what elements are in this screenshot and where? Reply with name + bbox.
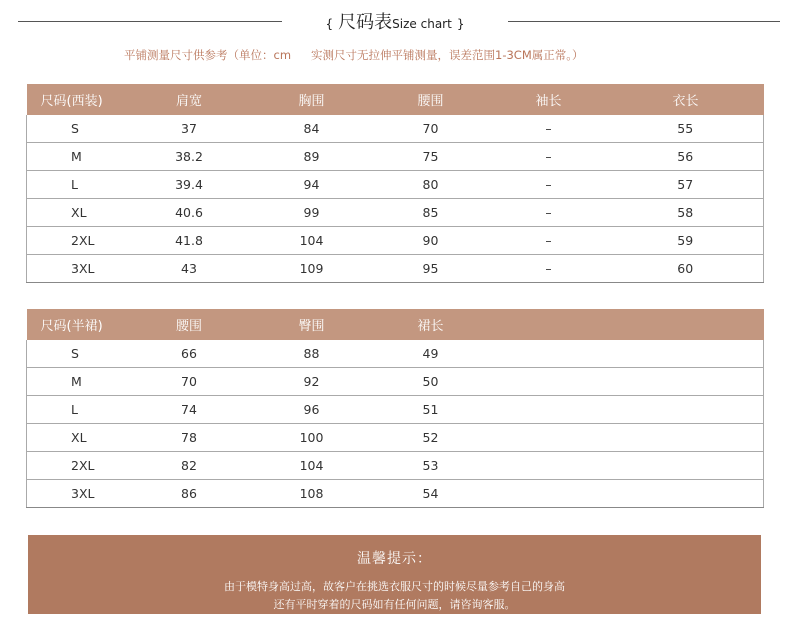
table-cell: 3XL	[27, 255, 127, 283]
suit-header-size: 尺码(西装)	[27, 84, 127, 115]
skirt-header-empty	[490, 309, 608, 340]
table-cell: 56	[608, 143, 764, 171]
table-cell: M	[27, 368, 127, 396]
table-cell: 108	[252, 480, 372, 508]
table-row	[27, 199, 764, 227]
skirt-header-size: 尺码(半裙)	[27, 309, 127, 340]
table-cell: 70	[127, 368, 252, 396]
table-cell: 49	[372, 340, 490, 368]
tips-line-2: 还有平时穿着的尺码如有任何问题，请咨询客服。	[273, 598, 516, 611]
table-cell: 109	[252, 255, 372, 283]
table-cell: 2XL	[27, 227, 127, 255]
table-cell: 2XL	[27, 452, 127, 480]
table-cell: XL	[27, 199, 127, 227]
table-cell: 88	[252, 340, 372, 368]
note-right: 实测尺寸无拉伸平铺测量，误差范围1-3CM属正常。）	[311, 48, 584, 62]
tips-line-1: 由于模特身高过高，故客户在挑选衣服尺寸的时候尽量参考自己的身高	[224, 580, 565, 593]
table-cell: –	[490, 199, 608, 227]
table-cell: 99	[252, 199, 372, 227]
table-cell: 57	[608, 171, 764, 199]
table-cell: 51	[372, 396, 490, 424]
table-cell: 96	[252, 396, 372, 424]
tips-title: 温馨提示：	[357, 551, 432, 567]
table-cell: 41.8	[127, 227, 252, 255]
table-cell	[608, 396, 764, 424]
tips-banner	[28, 535, 761, 614]
suit-header-sleeve: 袖长	[490, 84, 608, 115]
measurement-note	[124, 47, 584, 63]
table-cell: 52	[372, 424, 490, 452]
skirt-header-hip: 臀围	[252, 309, 372, 340]
table-cell: 80	[372, 171, 490, 199]
table-cell: 39.4	[127, 171, 252, 199]
table-cell: L	[27, 171, 127, 199]
table-cell: –	[490, 255, 608, 283]
table-cell: –	[490, 115, 608, 143]
table-cell: 50	[372, 368, 490, 396]
table-row	[27, 255, 764, 283]
table-cell: –	[490, 171, 608, 199]
skirt-header-empty	[608, 309, 764, 340]
table-cell: 43	[127, 255, 252, 283]
table-cell: 90	[372, 227, 490, 255]
table-cell: 38.2	[127, 143, 252, 171]
table-cell: 75	[372, 143, 490, 171]
skirt-header-length: 裙长	[372, 309, 490, 340]
table-cell: S	[27, 340, 127, 368]
suit-header-length: 衣长	[608, 84, 764, 115]
table-cell: 59	[608, 227, 764, 255]
table-cell: L	[27, 396, 127, 424]
table-cell: 78	[127, 424, 252, 452]
table-cell: –	[490, 143, 608, 171]
title-cn: 尺码表	[338, 12, 393, 33]
table-row	[27, 171, 764, 199]
table-cell: 100	[252, 424, 372, 452]
table-cell: 3XL	[27, 480, 127, 508]
table-cell	[490, 396, 608, 424]
size-chart-title	[0, 8, 790, 34]
table-cell	[608, 340, 764, 368]
table-cell: –	[490, 227, 608, 255]
table-cell	[608, 452, 764, 480]
skirt-table-header	[27, 309, 764, 340]
suit-header-shoulder: 肩宽	[127, 84, 252, 115]
table-cell: 104	[252, 452, 372, 480]
table-cell: 94	[252, 171, 372, 199]
table-cell: 70	[372, 115, 490, 143]
table-cell: 37	[127, 115, 252, 143]
suit-table-header	[27, 84, 764, 115]
table-cell: 82	[127, 452, 252, 480]
table-cell: 74	[127, 396, 252, 424]
suit-size-table	[26, 84, 764, 283]
table-cell	[490, 424, 608, 452]
table-cell: 84	[252, 115, 372, 143]
title-brace-right: }	[456, 17, 465, 31]
table-cell: 92	[252, 368, 372, 396]
table-row	[27, 452, 764, 480]
table-cell: XL	[27, 424, 127, 452]
title-divider-right	[508, 21, 780, 22]
table-row	[27, 424, 764, 452]
table-row	[27, 480, 764, 508]
table-row	[27, 368, 764, 396]
table-cell	[608, 368, 764, 396]
skirt-header-waist: 腰围	[127, 309, 252, 340]
table-cell: 54	[372, 480, 490, 508]
table-cell: 40.6	[127, 199, 252, 227]
table-cell: 95	[372, 255, 490, 283]
table-cell	[490, 368, 608, 396]
table-cell	[490, 452, 608, 480]
title-brace-left: {	[325, 17, 334, 31]
table-cell: 66	[127, 340, 252, 368]
table-cell	[608, 424, 764, 452]
table-cell	[490, 480, 608, 508]
table-cell: 86	[127, 480, 252, 508]
table-cell: 60	[608, 255, 764, 283]
suit-header-waist: 腰围	[372, 84, 490, 115]
table-row	[27, 396, 764, 424]
table-cell: 85	[372, 199, 490, 227]
table-cell: 58	[608, 199, 764, 227]
table-cell: 104	[252, 227, 372, 255]
skirt-size-table	[26, 309, 764, 508]
title-en: Size chart	[392, 17, 452, 31]
table-cell	[608, 480, 764, 508]
table-row	[27, 227, 764, 255]
table-cell: 55	[608, 115, 764, 143]
table-cell	[490, 340, 608, 368]
title-text	[282, 8, 508, 34]
suit-header-chest: 胸围	[252, 84, 372, 115]
note-left: 平铺测量尺寸供参考（单位：cm	[124, 48, 292, 62]
table-cell: 53	[372, 452, 490, 480]
table-cell: S	[27, 115, 127, 143]
table-row	[27, 340, 764, 368]
table-cell: 89	[252, 143, 372, 171]
title-divider-left	[18, 21, 282, 22]
table-row	[27, 143, 764, 171]
table-row	[27, 115, 764, 143]
table-cell: M	[27, 143, 127, 171]
